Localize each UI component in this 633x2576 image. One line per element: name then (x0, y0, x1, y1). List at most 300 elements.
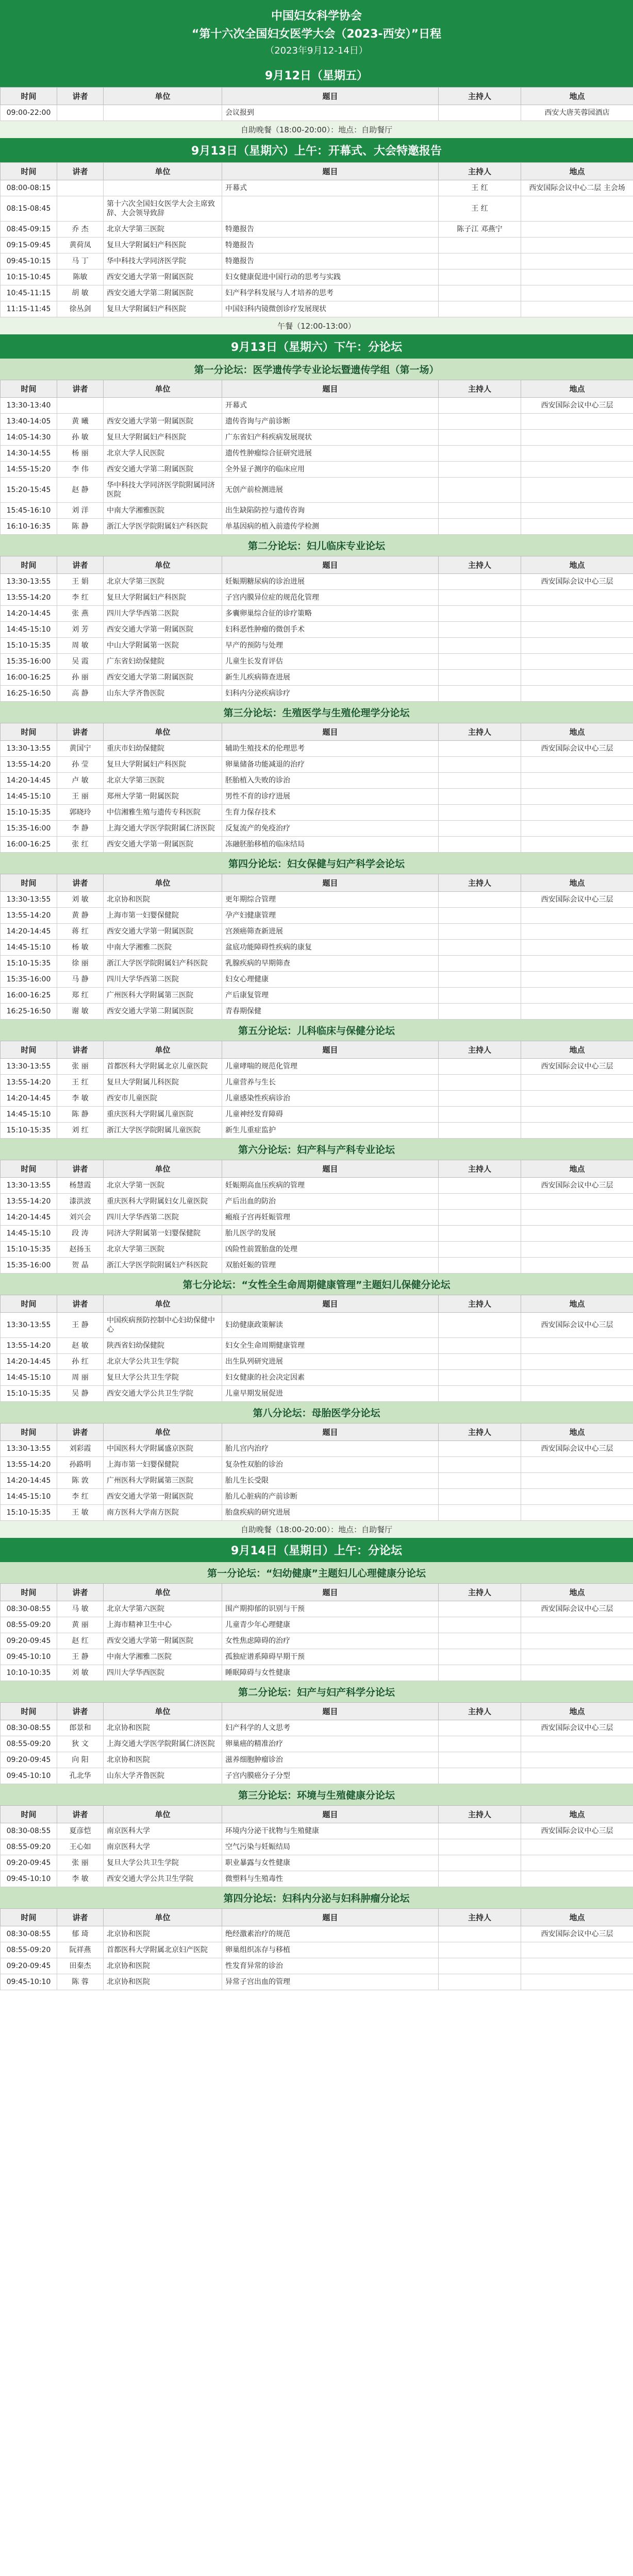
cell-venue (521, 654, 633, 670)
cell-host (439, 1178, 521, 1194)
table-row (1, 1752, 633, 1768)
cell-unit: 西安交通大学第二附属医院 (104, 462, 222, 478)
cell-unit: 北京协和医院 (104, 1958, 222, 1974)
cell-time: 10:45-11:15 (1, 285, 57, 301)
cell-unit: 中国医科大学附属盛京医院 (104, 1441, 222, 1457)
cell-topic: 反复流产的免疫治疗 (222, 821, 439, 837)
table-row (1, 606, 633, 622)
cell-speaker: 卢 敏 (57, 773, 104, 789)
table-row (1, 1958, 633, 1974)
column-header-host: 主持人 (439, 1584, 521, 1601)
column-header-host: 主持人 (439, 1041, 521, 1059)
cell-venue (521, 590, 633, 606)
cell-host (439, 805, 521, 821)
cell-time: 14:45-15:10 (1, 1107, 57, 1123)
cell-unit: 北京大学公共卫生学院 (104, 1354, 222, 1370)
cell-host (439, 1194, 521, 1210)
cell-speaker: 王 静 (57, 1313, 104, 1338)
cell-venue (521, 972, 633, 988)
cell-topic: 孤独症谱系障碍早期干预 (222, 1649, 439, 1665)
cell-unit: 中南大学湘雅医院 (104, 503, 222, 519)
cell-topic: 凶险性前置胎盘的处理 (222, 1242, 439, 1258)
cell-venue (521, 1242, 633, 1258)
cell-speaker: 张 丽 (57, 1855, 104, 1871)
cell-host (439, 892, 521, 908)
table-row (1, 670, 633, 686)
cell-topic: 儿童哮喘的规范化管理 (222, 1059, 439, 1075)
column-header-host: 主持人 (439, 88, 521, 105)
column-header-venue: 地点 (521, 1041, 633, 1059)
table-row (1, 773, 633, 789)
cell-speaker: 孙 红 (57, 1354, 104, 1370)
cell-host (439, 789, 521, 805)
cell-venue (521, 821, 633, 837)
cell-topic: 儿童营养与生长 (222, 1075, 439, 1091)
cell-host (439, 1075, 521, 1091)
cell-topic: 胎盘疾病的研究进展 (222, 1505, 439, 1521)
cell-unit: 复旦大学附属妇产科医院 (104, 590, 222, 606)
cell-host (439, 253, 521, 269)
cell-unit: 北京大学人民医院 (104, 446, 222, 462)
cell-host (439, 622, 521, 638)
table-row (1, 574, 633, 590)
cell-speaker: 谢 敏 (57, 1004, 104, 1020)
column-header-unit: 单位 (104, 1584, 222, 1601)
cell-time: 13:55-14:20 (1, 908, 57, 924)
cell-venue (521, 1855, 633, 1871)
cell-venue: 西安国际会议中心三层 (521, 1441, 633, 1457)
column-header-speaker: 讲者 (57, 1584, 104, 1601)
column-header-venue: 地点 (521, 163, 633, 180)
cell-time: 08:15-08:45 (1, 196, 57, 222)
cell-venue (521, 837, 633, 853)
cell-host (439, 1107, 521, 1123)
cell-time: 13:55-14:20 (1, 1338, 57, 1354)
document-header (0, 0, 633, 63)
cell-host (439, 269, 521, 285)
cell-time: 08:55-09:20 (1, 1617, 57, 1633)
cell-topic: 卵巢储备功能减退的治疗 (222, 757, 439, 773)
cell-speaker: 吴 霞 (57, 654, 104, 670)
column-header-speaker: 讲者 (57, 723, 104, 741)
cell-venue (521, 269, 633, 285)
cell-speaker: 夏彦恺 (57, 1823, 104, 1839)
cell-host (439, 1226, 521, 1242)
cell-unit: 山东大学齐鲁医院 (104, 1768, 222, 1784)
cell-topic: 儿童神经发育障碍 (222, 1107, 439, 1123)
cell-unit: 上海交通大学医学院附属仁济医院 (104, 821, 222, 837)
cell-time: 14:45-15:10 (1, 940, 57, 956)
cell-host (439, 574, 521, 590)
table-row (1, 269, 633, 285)
column-header-time: 时间 (1, 1423, 57, 1441)
cell-speaker: 周 丽 (57, 1370, 104, 1386)
table-row (1, 972, 633, 988)
column-header-host: 主持人 (439, 1423, 521, 1441)
cell-venue (521, 1123, 633, 1139)
cell-unit: 郑州大学第一附属医院 (104, 789, 222, 805)
table-row (1, 414, 633, 430)
cell-unit: 山东大学齐鲁医院 (104, 686, 222, 702)
cell-speaker: 刘 敏 (57, 1665, 104, 1681)
cell-time: 15:10-15:35 (1, 1123, 57, 1139)
table-row (1, 430, 633, 446)
table-row (1, 622, 633, 638)
cell-time: 14:45-15:10 (1, 622, 57, 638)
cell-speaker: 王 红 (57, 1075, 104, 1091)
table-row (1, 1313, 633, 1338)
cell-topic: 妊娠期高血压疾病的管理 (222, 1178, 439, 1194)
column-header-time: 时间 (1, 1160, 57, 1178)
cell-venue (521, 1457, 633, 1473)
day2-pm-forum-table (0, 723, 633, 853)
cell-venue (521, 924, 633, 940)
table-row (1, 654, 633, 670)
cell-speaker: 王 丽 (57, 789, 104, 805)
forum-title: 第一分论坛：医学遗传学专业论坛暨遗传学组（第一场） (0, 359, 633, 380)
cell-venue (521, 285, 633, 301)
forum-title: 第一分论坛：“妇幼健康”主题妇儿心理健康分论坛 (0, 1562, 633, 1583)
column-header-host: 主持人 (439, 556, 521, 574)
cell-host (439, 1958, 521, 1974)
cell-time: 15:20-15:45 (1, 478, 57, 503)
cell-host (439, 908, 521, 924)
cell-speaker: 李 敏 (57, 1091, 104, 1107)
cell-topic: 围产期抑郁的识别与干预 (222, 1601, 439, 1617)
cell-venue (521, 1386, 633, 1402)
cell-time: 14:20-14:45 (1, 773, 57, 789)
table-row (1, 1720, 633, 1736)
cell-unit: 四川大学华西医院 (104, 1665, 222, 1681)
cell-topic: 子宫内膜癌分子分型 (222, 1768, 439, 1784)
cell-unit: 复旦大学附属妇产科医院 (104, 757, 222, 773)
cell-host (439, 590, 521, 606)
cell-host (439, 1926, 521, 1942)
column-header-venue: 地点 (521, 874, 633, 892)
cell-venue (521, 1505, 633, 1521)
column-header-time: 时间 (1, 1909, 57, 1926)
cell-speaker: 刘 红 (57, 1123, 104, 1139)
table-row (1, 1370, 633, 1386)
table-row (1, 253, 633, 269)
column-header-host: 主持人 (439, 1909, 521, 1926)
cell-venue (521, 1370, 633, 1386)
column-header-unit: 单位 (104, 1806, 222, 1823)
column-header-venue: 地点 (521, 1160, 633, 1178)
cell-host (439, 1736, 521, 1752)
cell-speaker (57, 398, 104, 414)
table-row (1, 1242, 633, 1258)
cell-venue: 西安国际会议中心三层 (521, 741, 633, 757)
cell-host (439, 1473, 521, 1489)
cell-time: 08:30-08:55 (1, 1720, 57, 1736)
cell-speaker: 田秦杰 (57, 1958, 104, 1974)
cell-time: 14:20-14:45 (1, 1354, 57, 1370)
cell-speaker: 李 红 (57, 590, 104, 606)
cell-unit: 中信湘雅生殖与遗传专科医院 (104, 805, 222, 821)
table-row (1, 1091, 633, 1107)
cell-time: 14:45-15:10 (1, 789, 57, 805)
cell-time: 09:45-10:10 (1, 1649, 57, 1665)
cell-topic: 胎儿宫内治疗 (222, 1441, 439, 1457)
cell-unit: 中山大学附属第一医院 (104, 638, 222, 654)
column-header-speaker: 讲者 (57, 163, 104, 180)
table-row (1, 1354, 633, 1370)
cell-topic: 生育力保存技术 (222, 805, 439, 821)
cell-time: 13:30-13:55 (1, 892, 57, 908)
table-row (1, 519, 633, 535)
cell-host (439, 638, 521, 654)
cell-speaker (57, 196, 104, 222)
cell-speaker: 杨慧霞 (57, 1178, 104, 1194)
cell-unit: 南京医科大学 (104, 1823, 222, 1839)
cell-unit: 复旦大学公共卫生学院 (104, 1370, 222, 1386)
column-header-venue: 地点 (521, 1295, 633, 1313)
column-header-unit: 单位 (104, 874, 222, 892)
cell-host (439, 956, 521, 972)
cell-speaker: 贺 晶 (57, 1258, 104, 1274)
cell-time: 14:30-14:55 (1, 446, 57, 462)
cell-unit: 中南大学湘雅二医院 (104, 940, 222, 956)
cell-unit: 北京协和医院 (104, 1720, 222, 1736)
organizer-name: 中国妇女科学协会 (271, 10, 362, 23)
table-row (1, 1107, 633, 1123)
cell-time: 13:30-13:55 (1, 1178, 57, 1194)
cell-host (439, 478, 521, 503)
cell-speaker: 李 静 (57, 821, 104, 837)
cell-speaker: 黄 静 (57, 908, 104, 924)
column-header-unit: 单位 (104, 163, 222, 180)
column-header-venue: 地点 (521, 556, 633, 574)
cell-speaker: 刘 敏 (57, 892, 104, 908)
cell-time: 15:35-16:00 (1, 1258, 57, 1274)
day-banner: 9月13日（星期六）上午：开幕式、大会特邀报告 (0, 138, 633, 162)
day3-forum-table (0, 1583, 633, 1681)
cell-speaker: 乔 杰 (57, 222, 104, 238)
cell-speaker: 蒋 红 (57, 924, 104, 940)
cell-time: 08:45-09:15 (1, 222, 57, 238)
cell-unit: 北京大学第三医院 (104, 1242, 222, 1258)
cell-time: 09:20-09:45 (1, 1752, 57, 1768)
cell-speaker: 陈 静 (57, 519, 104, 535)
cell-unit: 重庆市妇幼保健院 (104, 741, 222, 757)
cell-time: 14:20-14:45 (1, 1473, 57, 1489)
forum-title: 第八分论坛：母胎医学分论坛 (0, 1402, 633, 1423)
cell-unit: 西安交通大学第一附属医院 (104, 924, 222, 940)
cell-venue: 西安国际会议中心三层 (521, 1720, 633, 1736)
cell-time: 10:10-10:35 (1, 1665, 57, 1681)
cell-topic: 男性不育的诊疗进展 (222, 789, 439, 805)
cell-host (439, 462, 521, 478)
day2-pm-forum-table (0, 380, 633, 535)
column-header-topic: 题目 (222, 1909, 439, 1926)
cell-time: 09:20-09:45 (1, 1855, 57, 1871)
cell-host (439, 773, 521, 789)
cell-time: 15:35-16:00 (1, 654, 57, 670)
table-row (1, 924, 633, 940)
cell-speaker: 赵 静 (57, 478, 104, 503)
table-row (1, 1226, 633, 1242)
column-header-time: 时间 (1, 380, 57, 398)
table-row (1, 1059, 633, 1075)
day1-table (0, 87, 633, 121)
table-row (1, 1123, 633, 1139)
cell-time: 13:30-13:55 (1, 574, 57, 590)
cell-speaker: 陈敏 (57, 269, 104, 285)
table-row (1, 805, 633, 821)
column-header-venue: 地点 (521, 1806, 633, 1823)
cell-topic: 新生儿疾病筛查进展 (222, 670, 439, 686)
cell-venue (521, 503, 633, 519)
cell-host (439, 105, 521, 121)
column-header-speaker: 讲者 (57, 1703, 104, 1720)
cell-time: 13:30-13:40 (1, 398, 57, 414)
cell-unit: 北京大学第一医院 (104, 1178, 222, 1194)
cell-venue (521, 1489, 633, 1505)
cell-host (439, 1457, 521, 1473)
column-header-unit: 单位 (104, 1423, 222, 1441)
cell-topic: 性发育异常的诊治 (222, 1958, 439, 1974)
cell-unit (104, 180, 222, 196)
cell-time: 16:00-16:25 (1, 670, 57, 686)
cell-host (439, 821, 521, 837)
table-row (1, 1473, 633, 1489)
cell-venue (521, 1871, 633, 1887)
cell-unit: 北京大学第三医院 (104, 574, 222, 590)
cell-speaker: 陈 敦 (57, 1473, 104, 1489)
cell-speaker: 杨 丽 (57, 446, 104, 462)
cell-unit: 南京医科大学 (104, 1839, 222, 1855)
cell-host (439, 1871, 521, 1887)
cell-time: 15:10-15:35 (1, 638, 57, 654)
cell-time: 13:30-13:55 (1, 1441, 57, 1457)
cell-unit: 同济大学附属第一妇婴保健院 (104, 1226, 222, 1242)
column-header-speaker: 讲者 (57, 1041, 104, 1059)
cell-host (439, 503, 521, 519)
table-row (1, 638, 633, 654)
cell-time: 15:10-15:35 (1, 1242, 57, 1258)
cell-time: 14:20-14:45 (1, 924, 57, 940)
table-row (1, 1649, 633, 1665)
cell-speaker: 张 红 (57, 837, 104, 853)
cell-speaker: 黄 曦 (57, 414, 104, 430)
cell-venue (521, 908, 633, 924)
cell-unit: 西安交通大学第二附属医院 (104, 285, 222, 301)
cell-time: 09:15-09:45 (1, 238, 57, 253)
cell-host (439, 1338, 521, 1354)
cell-speaker: 陈 静 (57, 1107, 104, 1123)
cell-host (439, 1768, 521, 1784)
cell-topic: 子宫内膜异位症的规范化管理 (222, 590, 439, 606)
cell-venue (521, 196, 633, 222)
cell-speaker: 黄国宁 (57, 741, 104, 757)
cell-unit (104, 398, 222, 414)
column-header-unit: 单位 (104, 1295, 222, 1313)
cell-venue (521, 1617, 633, 1633)
table-row (1, 222, 633, 238)
cell-host (439, 988, 521, 1004)
cell-host (439, 519, 521, 535)
cell-venue (521, 638, 633, 654)
table-row (1, 1617, 633, 1633)
table-row (1, 1871, 633, 1887)
cell-topic: 辅助生殖技术的伦理思考 (222, 741, 439, 757)
table-row (1, 462, 633, 478)
cell-topic: 空气污染与妊娠结局 (222, 1839, 439, 1855)
cell-venue (521, 1958, 633, 1974)
cell-host (439, 1258, 521, 1274)
cell-unit: 首都医科大学附属北京儿童医院 (104, 1059, 222, 1075)
cell-time: 16:10-16:35 (1, 519, 57, 535)
cell-speaker: 黄荷凤 (57, 238, 104, 253)
column-header-unit: 单位 (104, 1909, 222, 1926)
cell-venue: 西安国际会议中心三层 (521, 1059, 633, 1075)
cell-time: 15:10-15:35 (1, 1386, 57, 1402)
table-row (1, 1338, 633, 1354)
cell-unit: 西安交通大学第一附属医院 (104, 837, 222, 853)
cell-topic: 滋养细胞肿瘤诊治 (222, 1752, 439, 1768)
table-row (1, 1258, 633, 1274)
cell-speaker: 张 丽 (57, 1059, 104, 1075)
cell-time: 15:45-16:10 (1, 503, 57, 519)
column-header-host: 主持人 (439, 163, 521, 180)
table-row (1, 478, 633, 503)
cell-unit: 中国疾病预防控制中心妇幼保健中心 (104, 1313, 222, 1338)
cell-host: 王 红 (439, 196, 521, 222)
column-header-topic: 题目 (222, 723, 439, 741)
cell-venue (521, 1226, 633, 1242)
cell-topic: 儿童生长发育评估 (222, 654, 439, 670)
cell-venue: 西安国际会议中心三层 (521, 1926, 633, 1942)
column-header-topic: 题目 (222, 874, 439, 892)
meal-break: 自助晚餐（18:00-20:00）：地点：自助餐厅 (0, 1521, 633, 1538)
column-header-time: 时间 (1, 874, 57, 892)
cell-speaker: 赵 红 (57, 1633, 104, 1649)
cell-venue (521, 238, 633, 253)
column-header-unit: 单位 (104, 1703, 222, 1720)
cell-speaker (57, 180, 104, 196)
cell-speaker: 郁 琦 (57, 1926, 104, 1942)
cell-host: 陈子江 邓燕宁 (439, 222, 521, 238)
table-row (1, 1505, 633, 1521)
cell-time: 14:45-15:10 (1, 1489, 57, 1505)
table-row (1, 1942, 633, 1958)
cell-venue (521, 1004, 633, 1020)
cell-time: 15:35-16:00 (1, 821, 57, 837)
cell-host (439, 606, 521, 622)
cell-venue: 西安国际会议中心三层 (521, 574, 633, 590)
cell-unit: 广州医科大学附属第三医院 (104, 988, 222, 1004)
cell-venue (521, 462, 633, 478)
cell-unit: 西安交通大学第二附属医院 (104, 1004, 222, 1020)
table-row (1, 821, 633, 837)
cell-venue: 西安国际会议中心三层 (521, 398, 633, 414)
cell-time: 13:55-14:20 (1, 1194, 57, 1210)
cell-unit: 北京大学第三医院 (104, 773, 222, 789)
cell-venue (521, 1752, 633, 1768)
cell-host (439, 1839, 521, 1855)
forum-title: 第四分论坛：妇科内分泌与妇科肿瘤分论坛 (0, 1887, 633, 1908)
cell-topic: 儿童青少年心理健康 (222, 1617, 439, 1633)
cell-speaker (57, 105, 104, 121)
column-header-time: 时间 (1, 88, 57, 105)
table-row (1, 503, 633, 519)
cell-speaker: 刘兴会 (57, 1210, 104, 1226)
table-row (1, 105, 633, 121)
cell-speaker: 王 敏 (57, 1505, 104, 1521)
column-header-speaker: 讲者 (57, 1423, 104, 1441)
cell-topic: 多囊卵巢综合征的诊疗策略 (222, 606, 439, 622)
